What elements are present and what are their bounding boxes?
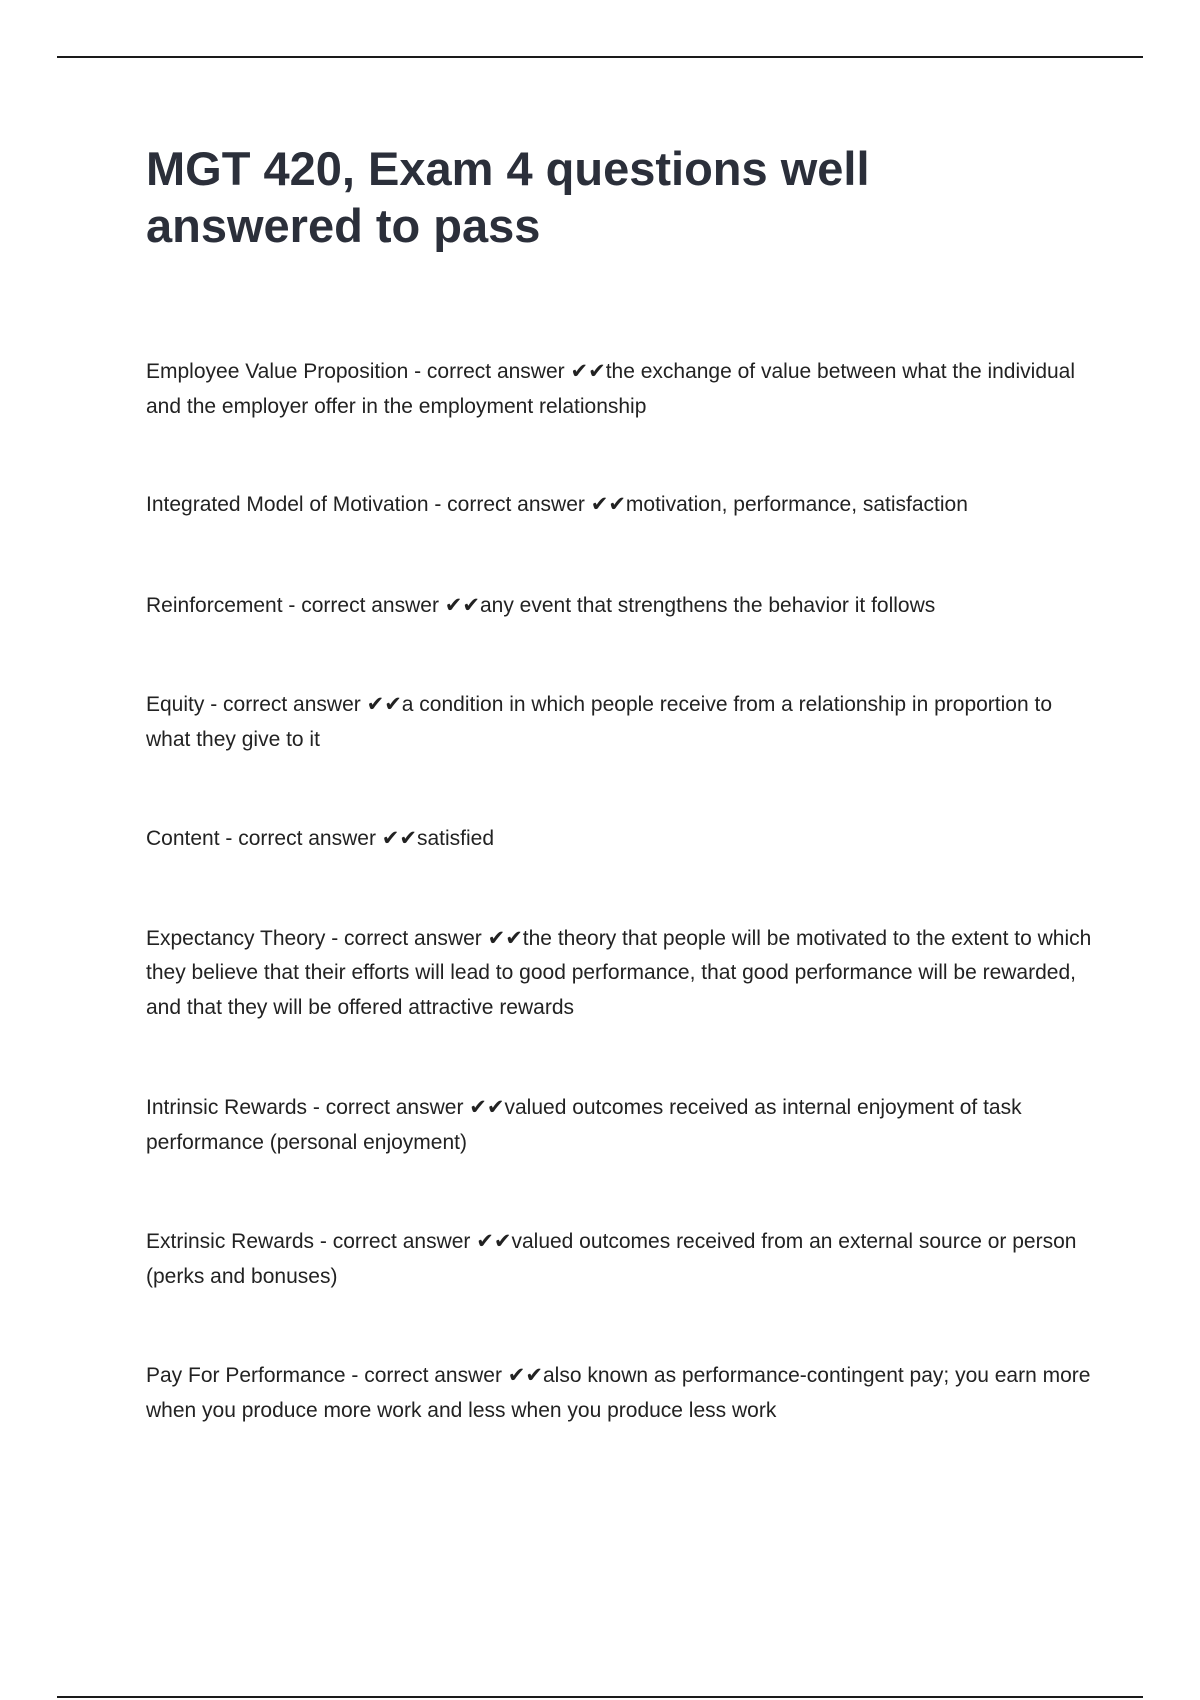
entry-answer: the exchange of value between what the individual and the employer offer in the employment relationship (146, 360, 1076, 418)
entry-answer: satisfied (416, 827, 495, 850)
check-mark-icon: ✔✔ (590, 493, 626, 516)
entry-term: Expectancy Theory (146, 926, 326, 950)
check-mark-icon: ✔✔ (381, 827, 417, 850)
entry-answer: the theory that people will be motivated to the extent to which they believe that their efforts will lead to good performance, that good performance will be rewarded, and that they will be offered attractive rewards (146, 926, 1092, 1019)
qa-list (146, 355, 1096, 1428)
entry-answer: motivation, performance, satisfaction (625, 493, 968, 516)
check-mark-icon: ✔✔ (444, 593, 480, 617)
entry-answer: also known as performance-contingent pay; you earn more when you produce more work and less when you produce less work (146, 1364, 1091, 1422)
qa-entry (146, 1359, 1096, 1428)
document-title: MGT 420, Exam 4 questions well answered to pass (146, 142, 870, 252)
check-mark-icon: ✔✔ (476, 1230, 512, 1253)
qa-entry (146, 355, 1096, 424)
entry-term: Content (146, 827, 220, 850)
entry-separator: - correct answer (428, 493, 591, 516)
check-mark-icon: ✔✔ (469, 1096, 505, 1119)
qa-entry (146, 1091, 1096, 1160)
qa-entry (146, 922, 1096, 1026)
entry-answer: a condition in which people receive from a relationship in proportion to what they give to it (146, 693, 1053, 751)
entry-term: Intrinsic Rewards (146, 1096, 308, 1119)
entry-separator: - correct answer (282, 593, 445, 617)
header-rule (57, 56, 1143, 58)
entry-separator: - correct answer (314, 1230, 477, 1253)
entry-term: Extrinsic Rewards (146, 1230, 315, 1253)
entry-separator: - correct answer (325, 926, 488, 950)
qa-entry (146, 1225, 1096, 1294)
check-mark-icon: ✔✔ (507, 1364, 543, 1387)
entry-separator: - correct answer (408, 360, 571, 383)
entry-term: Reinforcement (146, 593, 283, 617)
entry-answer: valued outcomes received from an external source or person (perks and bonuses) (146, 1230, 1077, 1288)
entry-term: Employee Value Proposition (146, 360, 409, 383)
entry-term: Equity (146, 693, 205, 716)
footer-rule (57, 1696, 1143, 1698)
check-mark-icon: ✔✔ (487, 926, 523, 950)
entry-separator: - correct answer (204, 693, 367, 716)
qa-entry (146, 822, 1096, 857)
entry-answer: any event that strengthens the behavior it follows (479, 593, 936, 617)
entry-separator: - correct answer (345, 1364, 508, 1387)
qa-entry (146, 488, 1096, 523)
entry-separator: - correct answer (307, 1096, 470, 1119)
entry-separator: - correct answer (219, 827, 382, 850)
check-mark-icon: ✔✔ (366, 693, 402, 716)
qa-entry (146, 589, 1096, 624)
qa-entry (146, 688, 1096, 757)
entry-term: Integrated Model of Motivation (146, 493, 429, 516)
entry-term: Pay For Performance (146, 1364, 346, 1387)
check-mark-icon: ✔✔ (570, 360, 606, 383)
entry-answer: valued outcomes received as internal enjoyment of task performance (personal enjoyment) (146, 1096, 1022, 1154)
